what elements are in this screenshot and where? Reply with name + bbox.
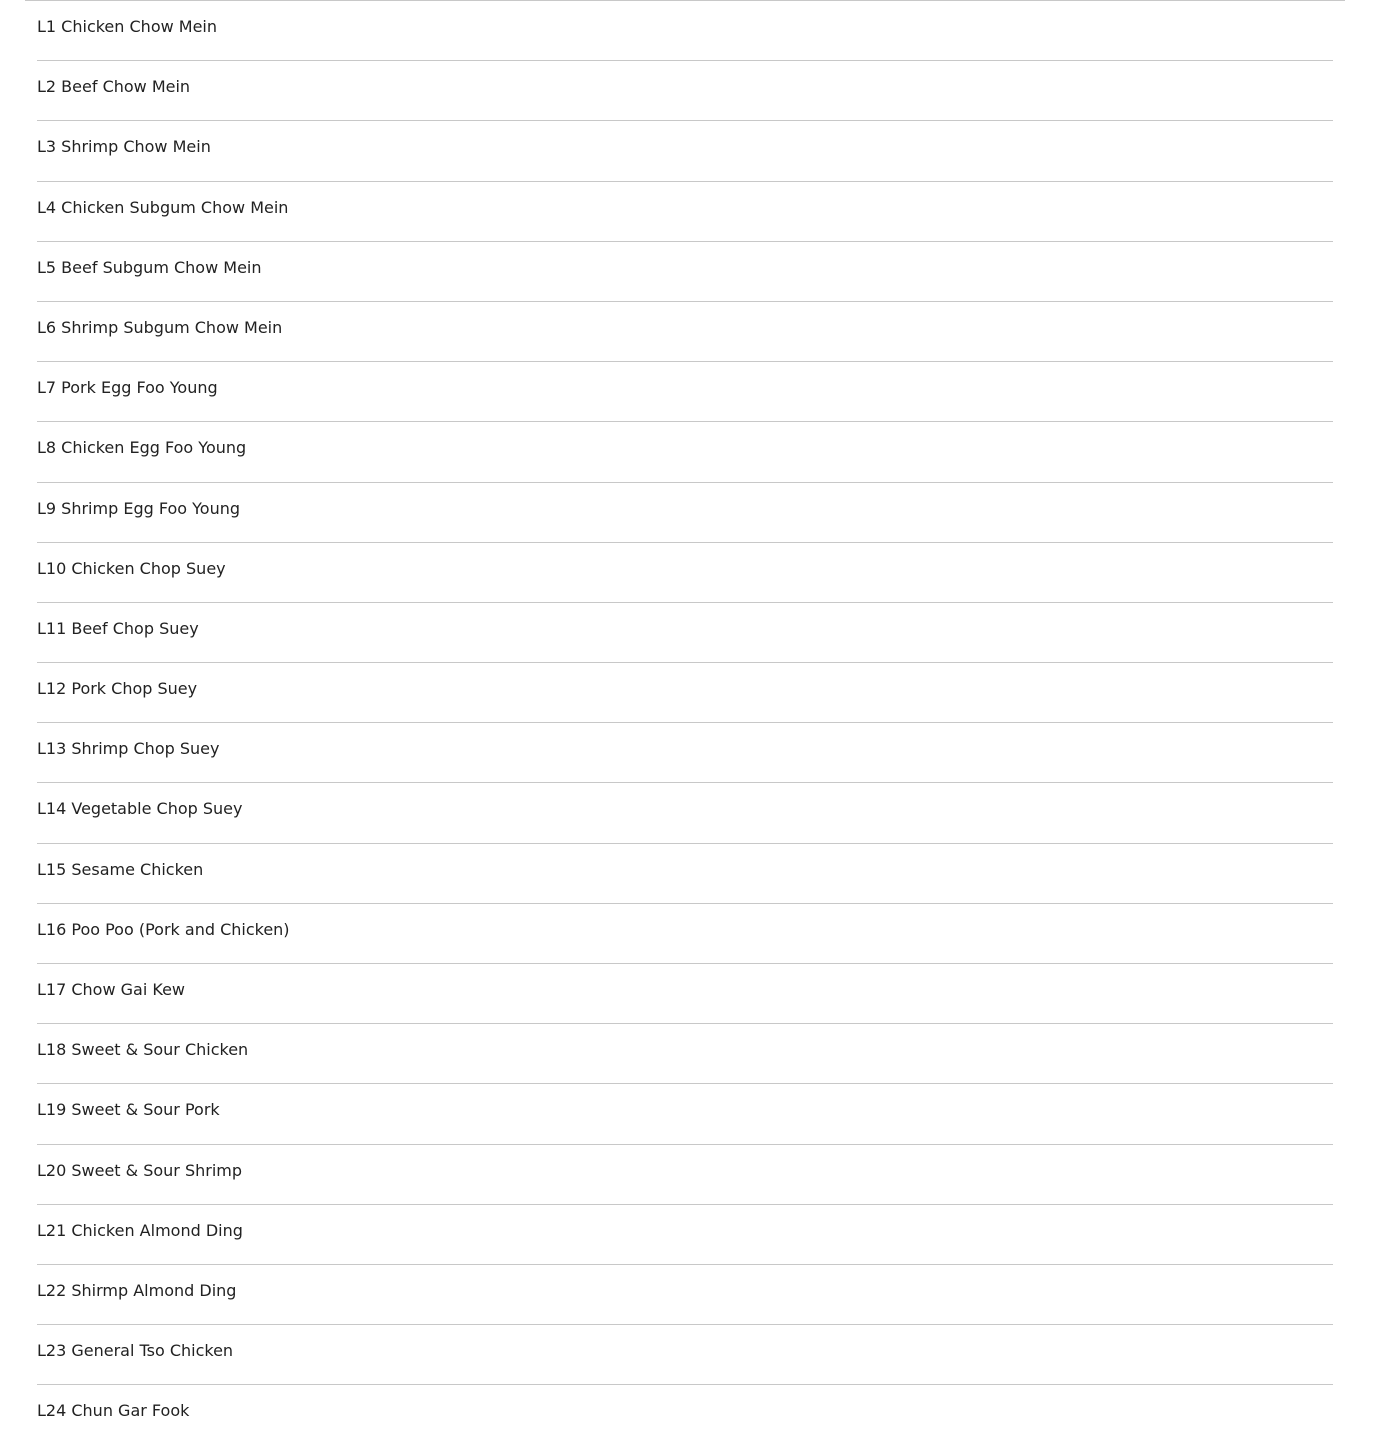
menu-item-label: L24 Chun Gar Fook	[37, 1401, 190, 1421]
menu-item-label: L5 Beef Subgum Chow Mein	[37, 257, 262, 277]
menu-item-label: L2 Beef Chow Mein	[37, 77, 191, 97]
menu-item[interactable]	[37, 483, 1333, 543]
menu-item-label: L6 Shrimp Subgum Chow Mein	[37, 317, 283, 337]
menu-item[interactable]	[37, 1145, 1333, 1205]
menu-item[interactable]	[37, 1325, 1333, 1385]
menu-item[interactable]	[37, 422, 1333, 482]
menu-item-label: L13 Shrimp Chop Suey	[37, 739, 220, 759]
menu-item[interactable]	[37, 61, 1333, 121]
menu-item[interactable]	[37, 1205, 1333, 1265]
menu-item[interactable]	[37, 663, 1333, 723]
menu-item-label: L20 Sweet & Sour Shrimp	[37, 1160, 243, 1180]
menu-item[interactable]	[37, 1084, 1333, 1144]
menu-item[interactable]	[37, 783, 1333, 843]
menu-item[interactable]	[37, 543, 1333, 603]
menu-item[interactable]	[37, 182, 1333, 242]
menu-item-label: L1 Chicken Chow Mein	[37, 17, 218, 36]
menu-item-label: L17 Chow Gai Kew	[37, 980, 185, 999]
menu-item-label: L22 Shirmp Almond Ding	[37, 1280, 237, 1300]
menu-item-label: L8 Chicken Egg Foo Young	[37, 438, 247, 458]
menu-item-label: L12 Pork Chop Suey	[37, 679, 198, 699]
menu-item[interactable]	[37, 723, 1333, 783]
menu-item[interactable]	[37, 121, 1333, 181]
menu-item-label: L10 Chicken Chop Suey	[37, 558, 226, 578]
menu-item-label: L18 Sweet & Sour Chicken	[37, 1040, 249, 1060]
menu-item-label: L15 Sesame Chicken	[37, 859, 204, 879]
menu-item-label: L9 Shrimp Egg Foo Young	[37, 498, 241, 518]
menu-item[interactable]	[37, 1385, 1333, 1445]
menu-item[interactable]	[37, 1265, 1333, 1325]
menu-item-label: L23 General Tso Chicken	[37, 1341, 234, 1361]
menu-item-label: L11 Beef Chop Suey	[37, 618, 199, 638]
menu-item[interactable]	[37, 603, 1333, 663]
menu-item[interactable]	[37, 1, 1333, 61]
menu-item[interactable]	[37, 964, 1333, 1024]
menu-item[interactable]	[37, 844, 1333, 904]
menu-item[interactable]	[37, 302, 1333, 362]
menu-item-label: L21 Chicken Almond Ding	[37, 1220, 243, 1240]
menu-list-panel	[25, 0, 1345, 1423]
menu-item-label: L7 Pork Egg Foo Young	[37, 378, 218, 398]
menu-item-label: L16 Poo Poo (Pork and Chicken)	[37, 919, 290, 939]
menu-item-label: L14 Vegetable Chop Suey	[37, 799, 243, 819]
menu-item-label: L3 Shrimp Chow Mein	[37, 137, 211, 157]
menu-item[interactable]	[37, 904, 1333, 964]
menu-item[interactable]	[37, 242, 1333, 302]
menu-item-label: L19 Sweet & Sour Pork	[37, 1100, 220, 1120]
menu-list	[25, 1, 1345, 1446]
menu-item[interactable]	[37, 362, 1333, 422]
menu-item-label: L4 Chicken Subgum Chow Mein	[37, 197, 289, 217]
menu-item[interactable]	[37, 1024, 1333, 1084]
